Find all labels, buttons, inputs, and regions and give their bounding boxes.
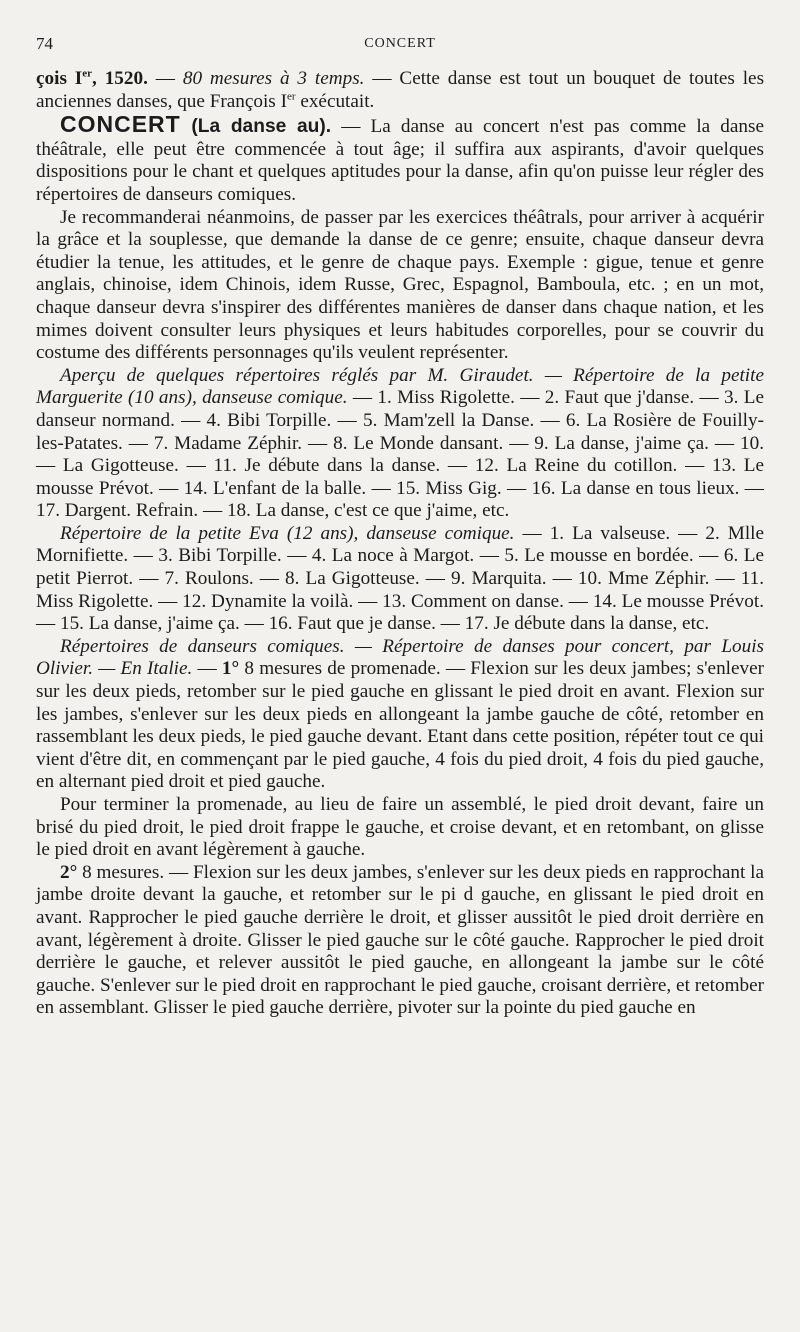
entry-measure: 80 mesures à 3 temps. (182, 68, 365, 89)
paragraph-concert: CONCERT (La danse au). — La danse au concert n'est pas comme la danse théâtrale, elle peut être commencée à tout âge; il suffira aux aspirants, d'avoir quelques dispositions pour le chant et quelques aptitudes pour la danse, afin qu'on puisse leur régler des répertoires de danseurs comiques. (36, 111, 764, 205)
page-number: 74 (36, 34, 53, 53)
page-header (36, 30, 764, 54)
paragraph-marguerite: Aperçu de quelques répertoires réglés par M. Giraudet. — Répertoire de la petite Marguerite (10 ans), danseuse comique. — 1. Miss Rigolette. — 2. Faut que j'danse. — 3. Le danseur normand. — 4. Bibi Torpille. — 5. Mam'zell la Danse. — 6. La Rosière de Fouilly-les-Patates. — 7. Madame Zéphir. — 8. Le Monde dansant. — 9. La danse, j'aime ça. — 10. — La Gigotteuse. — 11. Je débute dans la danse. — 12. La Reine du cotillon. — 13. Le mousse Prévot. — 14. L'enfant de la balle. — 15. Miss Gig. — 16. La danse en tous lieux. — 17. Dargent. Refrain. — 18. La danse, c'est ce que j'aime, etc. (36, 364, 764, 522)
paragraph-eva: Répertoire de la petite Eva (12 ans), danseuse comique. — 1. La valseuse. — 2. Mlle Mornifiette. — 3. Bibi Torpille. — 4. La noce à Margot. — 5. Le mousse en bordée. — 6. Le petit Pierrot. — 7. Roulons. — 8. La Gigotteuse. — 9. Marquita. — 10. Mme Zéphir. — 11. Miss Rigolette. — 12. Dynamite la voilà. — 13. Comment on danse. — 14. Le mousse Prévot. — 15. La danse, j'aime ça. — 16. Faut que je danse. — 17. Je débute dans la danse, etc. (36, 522, 764, 635)
entry-heading: çois Ier, 1520. (36, 67, 148, 89)
running-title: CONCERT (364, 36, 436, 51)
paragraph-olivier: Répertoires de danseurs comiques. — Répertoire de danses pour concert, par Louis Olivier. — En Italie. — 1° 8 mesures de promenade. — Flexion sur les deux jambes; s'enlever sur les deux pieds, retomber sur le pied gauche en glissant le pied droit en avant. Flexion sur les jambes, s'enlever sur les deux pieds en allongeant la jambe gauche de côté, retomber en rassemblant les deux pieds, le pied gauche devant. Etant dans cette position, répéter tout ce qui vient d'être dit, en commençant par le pied gauche, 4 fois du pied droit, 4 fois du pied gauche, en alternant pied droit et pied gauche. (36, 635, 765, 793)
entry-subtitle: (La danse au). (180, 116, 332, 138)
paragraph-second: 2° 8 mesures. — Flexion sur les deux jambes, s'enlever sur les deux pieds en rapprochant la jambe droite devant la gauche, et retomber sur le pi d gauche, en glissant le pied droit en avant. Rapprocher le pied gauche derrière le droit, et glisser aussitôt le pied droit derrière en avant, légèrement à droite. Glisser le pied gauche sur le côté gauche. Rapprocher le pied droit derrière le gauche, et relever aussitôt le pied gauche, en allongeant la jambe sur le côté gauche. S'enlever sur le pied droit en rapprochant le pied gauche, croisant derrière, et retomber en assemblant. Glisser le pied gauche derrière, pivoter sur la pointe du pied gauche en (36, 861, 764, 1019)
paragraph-recommendation: Je recommanderai néanmoins, de passer par les exercices théâtrals, pour arriver à acquérir la grâce et la souplesse, que demande la danse de ce genre; ensuite, chaque danseur devra étudier la tenue, les attitudes, et le genre de chaque pays. Exemple : gigue, tenue et genre anglais, chinoise, idem Chinois, idem Russe, Grec, Espagnol, Bamboula, etc. ; en un mot, chaque danseur devra s'inspirer des différentes manières de danser dans chaque nation, et les mimes doivent consulter leurs physiques et leurs habitudes corporelles, pour se couvrir du costume des différents personnages qu'ils veulent représenter. (36, 206, 764, 364)
paragraph-promenade: Pour terminer la promenade, au lieu de faire un assemblé, le pied droit devant, faire un brisé du pied droit, le pied droit frappe le gauche, et croise devant, et en retombant, on glisse le pied droit en avant légèrement à gauche. (36, 794, 764, 861)
entry-title: CONCERT (60, 111, 181, 138)
paragraph-1: çois Ier, 1520. — 80 mesures à 3 temps. — Cette danse est tout un bouquet de toutes les anciennes danses, que François Ier exécutait. (36, 67, 765, 112)
body-text (36, 68, 764, 1020)
